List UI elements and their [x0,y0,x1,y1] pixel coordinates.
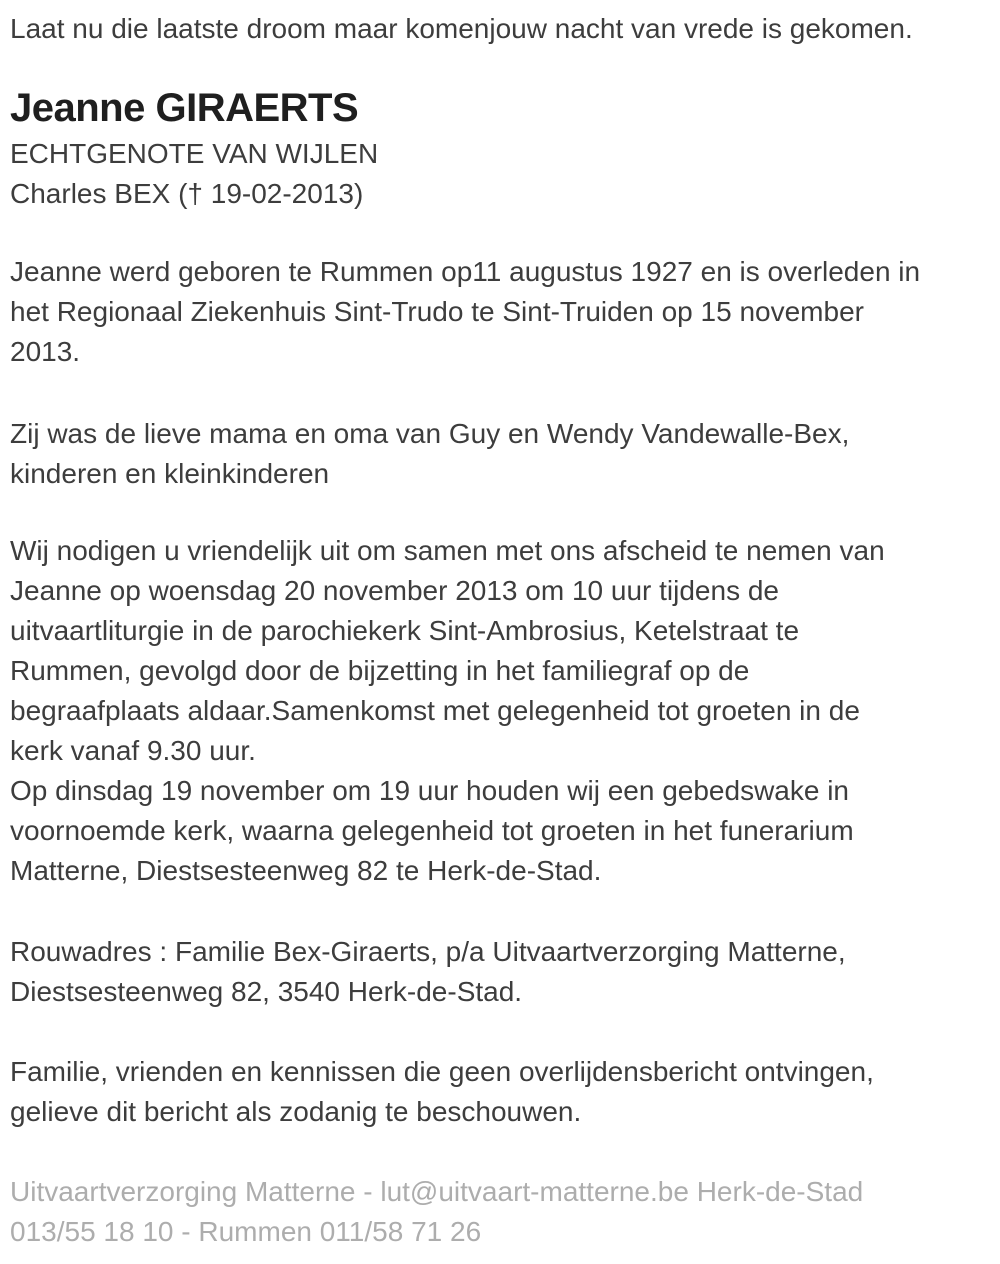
footer-contact-line: Uitvaartverzorging Matterne - lut@uitvaart-matterne.be Herk-de-Stad [10,1176,864,1207]
deceased-name: Jeanne GIRAERTS [10,86,359,130]
text-line: kinderen en kleinkinderen [10,458,330,489]
text-line: 2013. [10,336,81,367]
paragraph-notice [10,1052,990,1132]
paragraph-wake [10,771,990,891]
text-line: begraafplaats aldaar.Samenkomst met gelegenheid tot groeten in de [10,695,860,726]
text-line: het Regionaal Ziekenhuis Sint-Trudo te Sint-Truiden op 15 november [10,296,864,327]
paragraph-birth-death [10,252,990,372]
text-line: Jeanne werd geboren te Rummen op11 augustus 1927 en is overleden in [10,256,921,287]
text-line: Zij was de lieve mama en oma van Guy en Wendy Vandewalle-Bex, [10,418,850,449]
text-line: Diestsesteenweg 82, 3540 Herk-de-Stad. [10,976,523,1007]
paragraph-mourning-address [10,932,990,1012]
text-line: Familie, vrienden en kennissen die geen overlijdensbericht ontvingen, [10,1056,874,1087]
epigraph: Laat nu die laatste droom maar komenjouw nacht van vrede is gekomen. [10,13,913,44]
text-line: Rouwadres : Familie Bex-Giraerts, p/a Uitvaartverzorging Matterne, [10,936,846,967]
funeral-home-footer [10,1172,990,1252]
text-line: uitvaartliturgie in de parochiekerk Sint-Ambrosius, Ketelstraat te [10,615,800,646]
text-line: gelieve dit bericht als zodanig te beschouwen. [10,1096,582,1127]
paragraph-family [10,414,990,494]
paragraph-invitation [10,531,990,771]
text-line: Jeanne op woensdag 20 november 2013 om 10 uur tijdens de [10,575,779,606]
text-line: voornoemde kerk, waarna gelegenheid tot groeten in het funerarium [10,815,854,846]
text-line: Matterne, Diestsesteenweg 82 te Herk-de-Stad. [10,855,602,886]
text-line: Op dinsdag 19 november om 19 uur houden wij een gebedswake in [10,775,850,806]
spouse-line: Charles BEX († 19-02-2013) [10,178,364,209]
footer-phone-line: 013/55 18 10 - Rummen 011/58 71 26 [10,1216,482,1247]
text-line: Wij nodigen u vriendelijk uit om samen met ons afscheid te nemen van [10,535,885,566]
text-line: Rummen, gevolgd door de bijzetting in het familiegraf op de [10,655,750,686]
relation-title: ECHTGENOTE VAN WIJLEN [10,138,379,169]
text-line: kerk vanaf 9.30 uur. [10,735,256,766]
